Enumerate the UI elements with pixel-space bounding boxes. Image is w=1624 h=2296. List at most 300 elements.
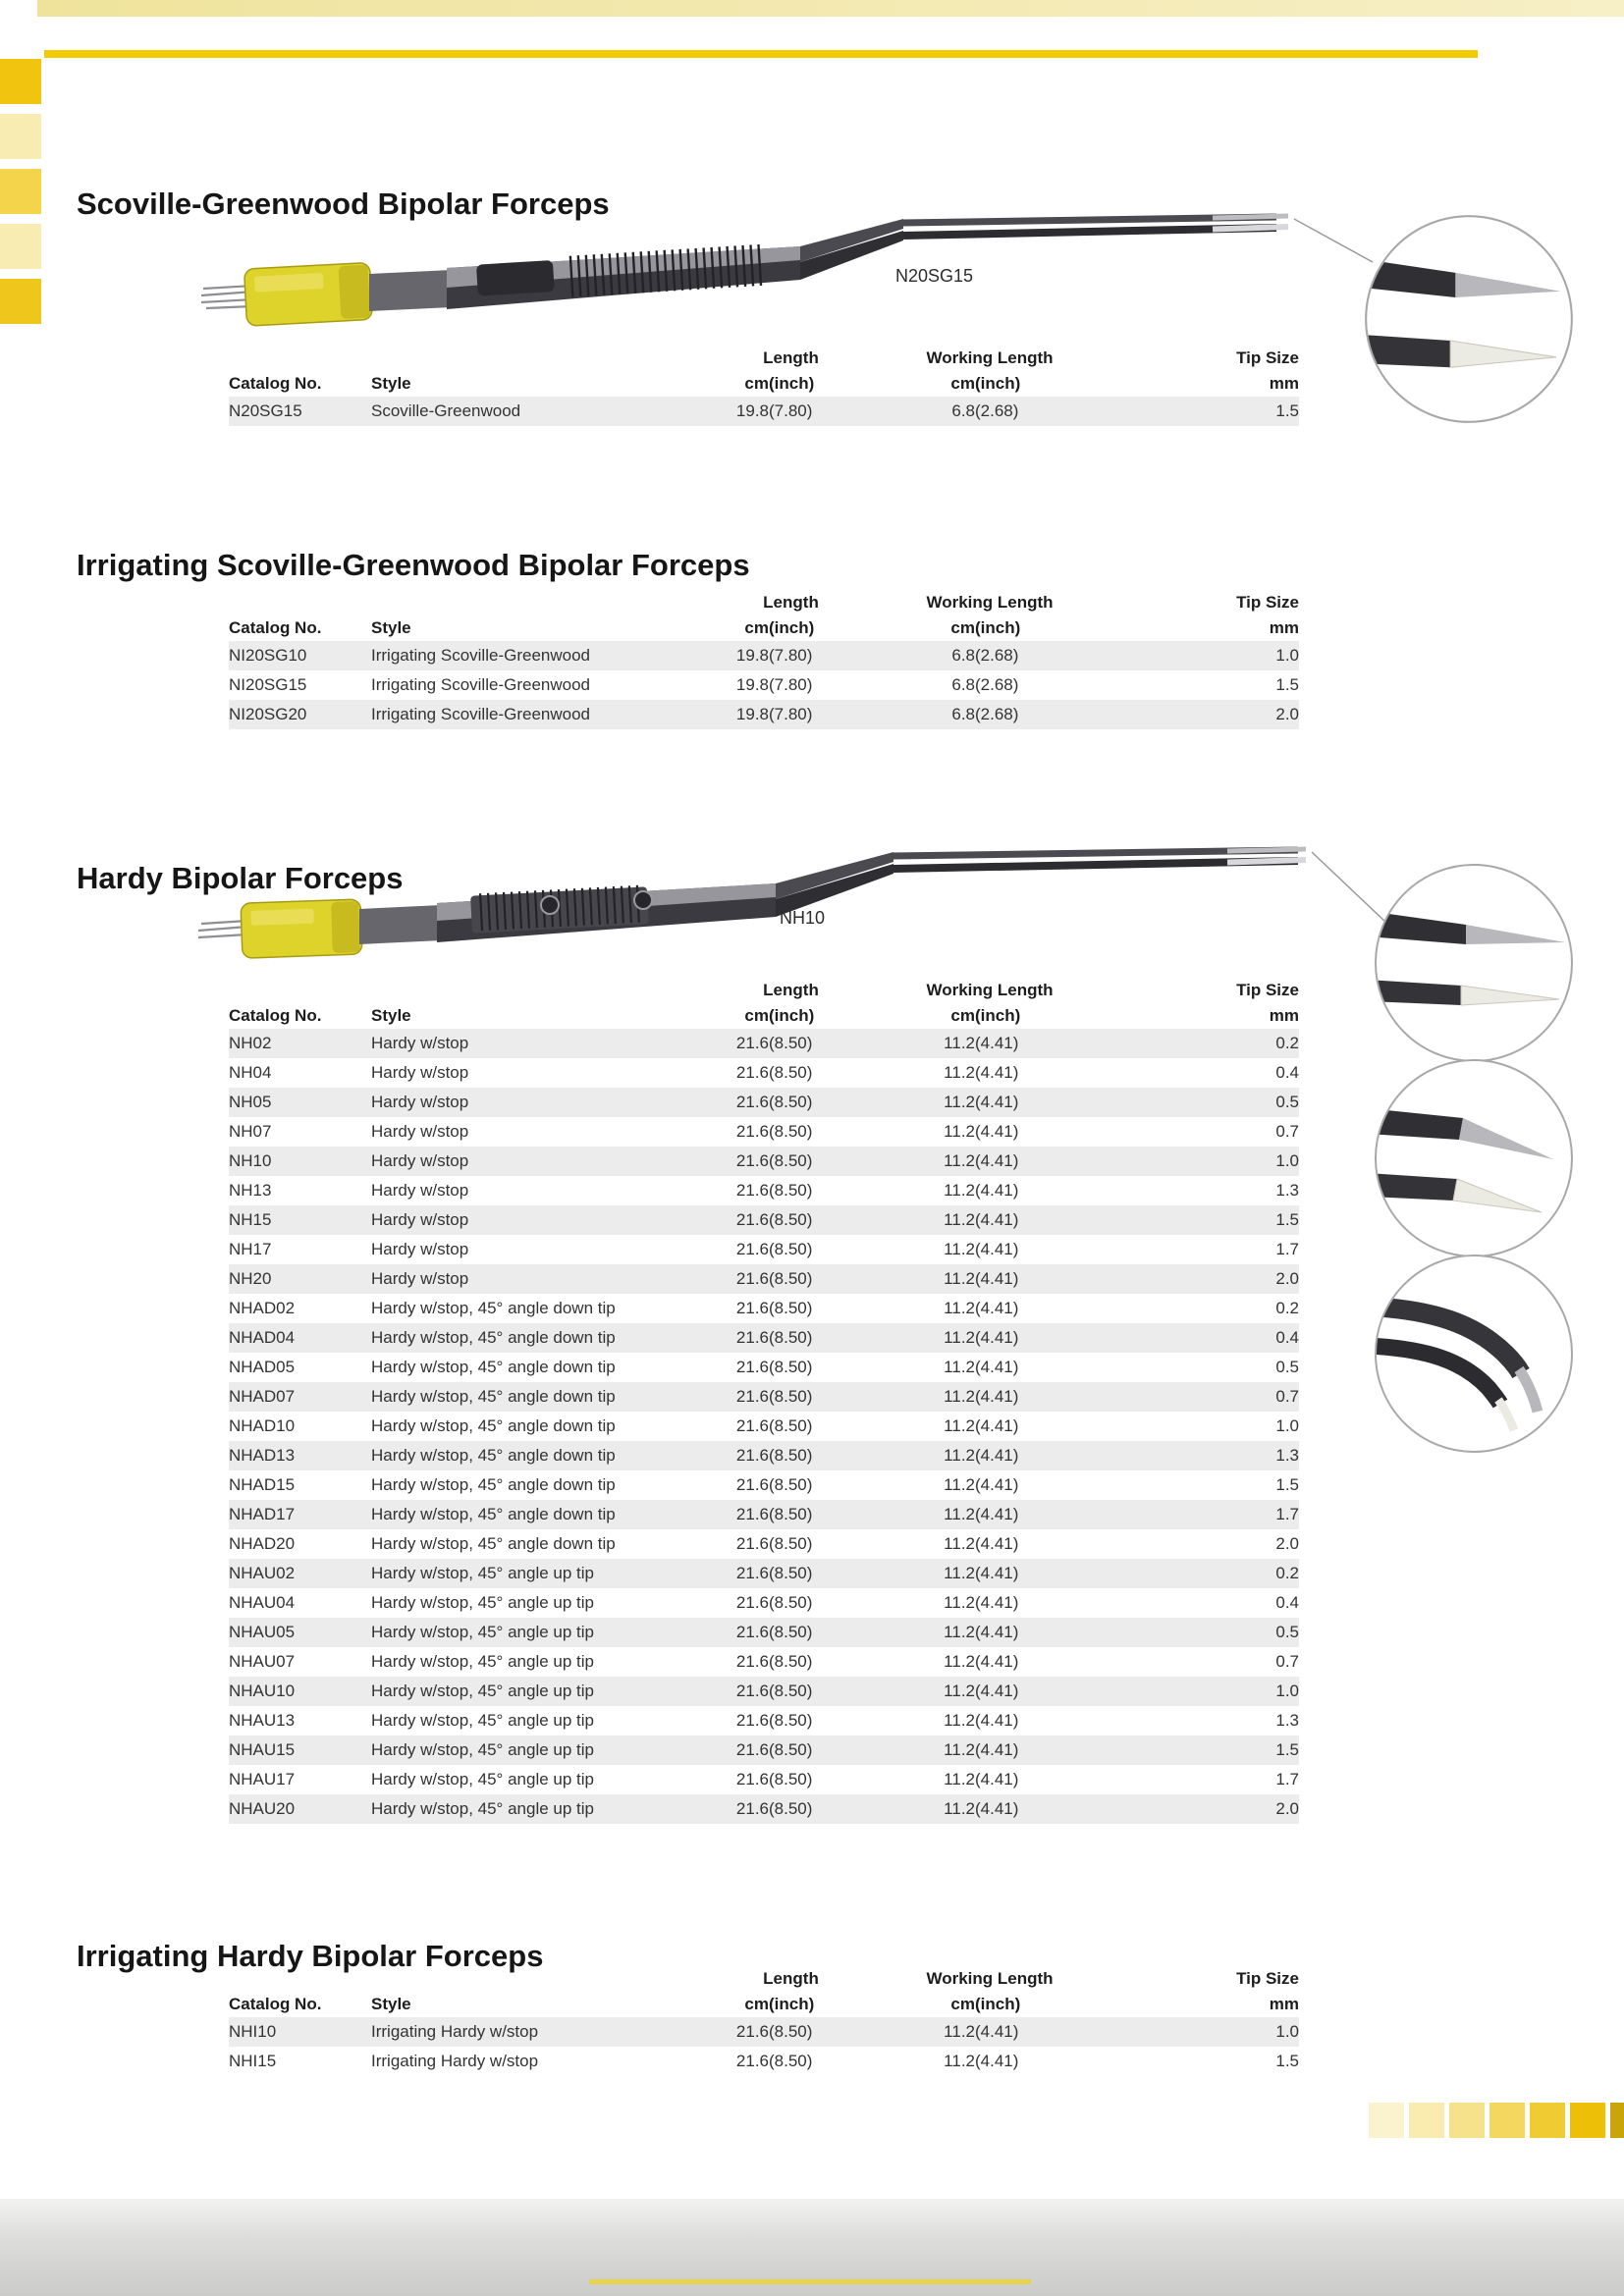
table-cell: NH04 xyxy=(229,1063,272,1082)
table-cell: NHAD17 xyxy=(229,1500,371,1529)
style-header: Style xyxy=(371,374,411,393)
table-cell: 21.6 xyxy=(695,1677,769,1706)
table-cell: (8.50) xyxy=(769,1441,887,1470)
table-cell: NHAD15 xyxy=(229,1475,296,1494)
style-header: Style xyxy=(371,1995,411,2013)
table-cell: 11.2 xyxy=(944,2052,975,2070)
table-cell: Hardy w/stop xyxy=(371,1147,695,1176)
section-title-scoville-greenwood: Scoville-Greenwood Bipolar Forceps xyxy=(77,187,610,221)
table-cell: 0.2 xyxy=(1093,1559,1299,1588)
grip-pad xyxy=(476,260,555,296)
spacer-cell xyxy=(229,978,371,1003)
table-cell: 1.7 xyxy=(1275,1240,1299,1258)
table-row xyxy=(229,1735,1299,1765)
table-cell: 1.5 xyxy=(1093,397,1299,426)
yellow-connector xyxy=(241,899,362,958)
table-cell: (8.50) xyxy=(769,1088,887,1117)
catalog-no-header: Catalog No. xyxy=(229,618,322,637)
tip-detail-circle-hardy-angled xyxy=(1373,1253,1575,1455)
column-header-row xyxy=(229,1003,1299,1029)
pivot-screw xyxy=(634,891,652,909)
spacer-cell xyxy=(371,1966,695,1992)
style-header: Style xyxy=(371,1006,411,1025)
table-cell: 11.2 xyxy=(944,1593,975,1612)
table-cell: (4.41) xyxy=(975,1735,1093,1765)
table-cell: 0.4 xyxy=(1093,1323,1299,1353)
table-cell: (2.68) xyxy=(975,675,1019,694)
table-cell: NHAD10 xyxy=(229,1416,296,1435)
table-cell: NH05 xyxy=(229,1088,371,1117)
table-cell: (7.80) xyxy=(769,397,887,426)
cm-header: cm xyxy=(950,374,975,393)
table-cell: NI20SG10 xyxy=(229,641,371,670)
table-cell: 21.6 xyxy=(735,1063,769,1082)
table-cell: 11.2 xyxy=(944,1063,975,1082)
table-cell: 21.6 xyxy=(735,1652,769,1671)
table-cell: Hardy w/stop xyxy=(371,1181,469,1200)
table-cell: Hardy w/stop, 45° angle down tip xyxy=(371,1534,616,1553)
table-cell: 2.0 xyxy=(1093,1264,1299,1294)
table-row xyxy=(229,1382,1299,1412)
table-cell: 1.0 xyxy=(1093,2017,1299,2047)
table-cell: Hardy w/stop, 45° angle up tip xyxy=(371,1794,695,1824)
table-cell: NH15 xyxy=(229,1205,371,1235)
table-cell: (4.41) xyxy=(975,1264,1093,1294)
table-cell: NHAD20 xyxy=(229,1534,296,1553)
table-cell: 0.4 xyxy=(1275,1593,1299,1612)
table-cell: 11.2 xyxy=(944,1181,975,1200)
table-cell: Hardy w/stop xyxy=(371,1063,469,1082)
table-row xyxy=(229,2017,1299,2047)
table-cell: Irrigating Scoville-Greenwood xyxy=(371,675,590,694)
inch-header: (inch) xyxy=(975,374,1021,393)
table-cell: (4.41) xyxy=(975,1122,1019,1141)
table-cell: 11.2 xyxy=(887,1500,975,1529)
table-cell: 21.6 xyxy=(695,1205,769,1235)
catalog-no-header: Catalog No. xyxy=(229,1995,322,2013)
table-cell: 1.0 xyxy=(1275,1416,1299,1435)
tip-size-group-header: Tip Size xyxy=(1236,593,1299,612)
table-cell: 21.6 xyxy=(735,1122,769,1141)
column-header-row xyxy=(229,615,1299,641)
table-cell: 2.0 xyxy=(1275,1534,1299,1553)
table-cell: 1.3 xyxy=(1093,1441,1299,1470)
table-row xyxy=(229,1088,1299,1117)
table-cell: Hardy w/stop xyxy=(371,1122,469,1141)
irrigating-scoville-spec-table xyxy=(229,590,1299,729)
table-cell: Hardy w/stop, 45° angle up tip xyxy=(371,1770,594,1789)
table-cell: NH02 xyxy=(229,1029,371,1058)
table-cell: 1.5 xyxy=(1093,1735,1299,1765)
group-header-row xyxy=(229,590,1299,615)
accent-square xyxy=(0,224,41,269)
table-cell: 11.2 xyxy=(944,1770,975,1789)
table-row xyxy=(229,1706,1299,1735)
table-cell: 21.6 xyxy=(695,1735,769,1765)
table-row xyxy=(229,1529,1299,1559)
table-cell: NHI15 xyxy=(229,2052,277,2070)
table-cell: Hardy w/stop, 45° angle up tip xyxy=(371,1735,695,1765)
table-cell: 0.5 xyxy=(1275,1358,1299,1376)
table-cell: 21.6 xyxy=(735,1534,769,1553)
table-cell: NHAD02 xyxy=(229,1299,296,1317)
table-cell: 21.6 xyxy=(695,1264,769,1294)
table-cell: (4.41) xyxy=(975,1500,1093,1529)
inch-header: (inch) xyxy=(975,1006,1021,1025)
table-row xyxy=(229,1588,1299,1618)
table-cell: 21.6 xyxy=(735,1475,769,1494)
spacer-cell xyxy=(229,1966,371,1992)
table-cell: (4.41) xyxy=(975,1475,1019,1494)
table-cell: 11.2 xyxy=(944,1475,975,1494)
table-cell: NH13 xyxy=(229,1181,272,1200)
inch-header: (inch) xyxy=(975,1995,1021,2013)
table-row xyxy=(229,1412,1299,1441)
table-row xyxy=(229,1470,1299,1500)
table-cell: 0.4 xyxy=(1275,1063,1299,1082)
table-row xyxy=(229,1117,1299,1147)
style-header: Style xyxy=(371,618,411,637)
table-cell: Hardy w/stop, 45° angle up tip xyxy=(371,1559,695,1588)
table-cell: 21.6 xyxy=(735,1416,769,1435)
tip-detail-circle-scoville xyxy=(1363,213,1575,425)
table-cell: 11.2 xyxy=(887,1205,975,1235)
table-cell: 1.0 xyxy=(1093,641,1299,670)
table-cell: Hardy w/stop, 45° angle up tip xyxy=(371,1593,594,1612)
table-cell: (4.41) xyxy=(975,1029,1093,1058)
table-cell: Hardy w/stop, 45° angle down tip xyxy=(371,1382,695,1412)
working-length-group-header: Working Length xyxy=(926,1969,1054,1988)
table-cell: (4.41) xyxy=(975,2017,1093,2047)
table-row xyxy=(229,1176,1299,1205)
table-cell: NHAU07 xyxy=(229,1652,296,1671)
scoville-greenwood-spec-table xyxy=(229,346,1299,426)
table-cell: NH07 xyxy=(229,1122,272,1141)
table-cell: (2.68) xyxy=(975,397,1093,426)
inch-header: (inch) xyxy=(975,618,1021,637)
table-cell: (8.50) xyxy=(769,1358,813,1376)
table-cell: 11.2 xyxy=(887,1618,975,1647)
table-cell: 11.2 xyxy=(944,1299,975,1317)
table-cell: Hardy w/stop, 45° angle down tip xyxy=(371,1500,695,1529)
table-cell: (4.41) xyxy=(975,1299,1019,1317)
table-cell: 21.6 xyxy=(695,1794,769,1824)
table-cell: (8.50) xyxy=(769,1475,813,1494)
table-row xyxy=(229,1147,1299,1176)
table-cell: (7.80) xyxy=(769,641,887,670)
table-cell: (4.41) xyxy=(975,1770,1019,1789)
scoville-greenwood-forceps-illustration xyxy=(147,201,1375,363)
lower-tip xyxy=(1227,860,1306,863)
table-cell: 21.6 xyxy=(695,1559,769,1588)
table-row xyxy=(229,1441,1299,1470)
table-cell: 0.5 xyxy=(1093,1088,1299,1117)
accent-square xyxy=(1369,2103,1404,2138)
column-header-row xyxy=(229,1992,1299,2017)
table-cell: (8.50) xyxy=(769,1593,813,1612)
catalog-no-header: Catalog No. xyxy=(229,1006,322,1025)
table-cell: Hardy w/stop xyxy=(371,1240,469,1258)
table-cell: 11.2 xyxy=(944,1122,975,1141)
table-cell: Hardy w/stop, 45° angle down tip xyxy=(371,1323,695,1353)
table-cell: 0.2 xyxy=(1275,1299,1299,1317)
inch-header: (inch) xyxy=(769,618,815,637)
table-row xyxy=(229,1765,1299,1794)
table-cell: 11.2 xyxy=(887,2017,975,2047)
table-cell: (8.50) xyxy=(769,1500,887,1529)
spacer-cell xyxy=(371,590,695,615)
table-row xyxy=(229,1677,1299,1706)
table-cell: Hardy w/stop, 45° angle down tip xyxy=(371,1416,616,1435)
length-group-header: Length xyxy=(763,593,819,612)
table-cell: (8.50) xyxy=(769,1382,887,1412)
table-cell: (8.50) xyxy=(769,1770,813,1789)
length-group-header: Length xyxy=(763,981,819,999)
forceps-shank xyxy=(369,270,452,311)
table-cell: 1.7 xyxy=(1275,1770,1299,1789)
table-cell: 6.8 xyxy=(951,675,975,694)
table-cell: (8.50) xyxy=(769,1205,887,1235)
upper-tip xyxy=(1227,849,1306,851)
table-cell: NH17 xyxy=(229,1240,272,1258)
table-cell: Irrigating Hardy w/stop xyxy=(371,2052,539,2070)
table-cell: 1.7 xyxy=(1093,1500,1299,1529)
table-cell: 11.2 xyxy=(887,1559,975,1588)
table-cell: Hardy w/stop, 45° angle down tip xyxy=(371,1441,695,1470)
accent-square xyxy=(1489,2103,1525,2138)
table-cell: Hardy w/stop xyxy=(371,1264,695,1294)
pivot-screw xyxy=(541,896,559,914)
table-cell: 1.5 xyxy=(1275,2052,1299,2070)
tip-size-group-header: Tip Size xyxy=(1236,1969,1299,1988)
table-cell: 11.2 xyxy=(887,1147,975,1176)
inch-header: (inch) xyxy=(769,1995,815,2013)
table-cell: (4.41) xyxy=(975,1063,1019,1082)
table-cell: (8.50) xyxy=(769,1794,887,1824)
mm-header: mm xyxy=(1269,1995,1299,2013)
cm-header: cm xyxy=(950,618,975,637)
table-row xyxy=(229,1205,1299,1235)
table-cell: 11.2 xyxy=(887,1029,975,1058)
table-cell: NI20SG20 xyxy=(229,700,371,729)
accent-square xyxy=(1449,2103,1485,2138)
table-cell: (4.41) xyxy=(975,1534,1019,1553)
accent-square xyxy=(1530,2103,1565,2138)
table-cell: NHAD04 xyxy=(229,1323,371,1353)
table-row xyxy=(229,1029,1299,1058)
table-cell: 11.2 xyxy=(944,1652,975,1671)
table-cell: (8.50) xyxy=(769,1534,813,1553)
table-cell: (8.50) xyxy=(769,1240,813,1258)
table-cell: (4.41) xyxy=(975,1240,1019,1258)
table-cell: (4.41) xyxy=(975,1358,1019,1376)
table-cell: N20SG15 xyxy=(229,397,371,426)
hardy-forceps-illustration xyxy=(147,832,1394,999)
cm-header: cm xyxy=(744,374,769,393)
table-cell: 11.2 xyxy=(887,1441,975,1470)
table-cell: 11.2 xyxy=(887,1323,975,1353)
forceps-model-label: N20SG15 xyxy=(895,266,974,286)
working-length-group-header: Working Length xyxy=(926,981,1054,999)
table-row xyxy=(229,1294,1299,1323)
table-cell: (4.41) xyxy=(975,1559,1093,1588)
table-cell: (8.50) xyxy=(769,2052,813,2070)
table-cell: 2.0 xyxy=(1093,1794,1299,1824)
table-row xyxy=(229,1323,1299,1353)
table-cell: 1.5 xyxy=(1093,1205,1299,1235)
tip-detail-circle-hardy-fine xyxy=(1373,1057,1575,1259)
connector-pins xyxy=(198,921,247,937)
spacer-cell xyxy=(371,978,695,1003)
table-cell: (4.41) xyxy=(975,1416,1019,1435)
table-cell: 21.6 xyxy=(695,1323,769,1353)
table-cell: 0.7 xyxy=(1275,1122,1299,1141)
tip-size-group-header: Tip Size xyxy=(1236,981,1299,999)
cm-header: cm xyxy=(744,618,769,637)
bottom-yellow-line xyxy=(589,2279,1031,2284)
table-cell: 11.2 xyxy=(887,1735,975,1765)
table-cell: (8.50) xyxy=(769,1122,813,1141)
leader-line xyxy=(1294,219,1373,262)
table-cell: Hardy w/stop, 45° angle up tip xyxy=(371,1652,594,1671)
table-cell: (4.41) xyxy=(975,1618,1093,1647)
table-cell: 21.6 xyxy=(735,1299,769,1317)
accent-square xyxy=(0,279,41,324)
table-cell: NHAU02 xyxy=(229,1559,371,1588)
table-cell: 19.8 xyxy=(695,700,769,729)
table-cell: 21.6 xyxy=(695,1382,769,1412)
table-row xyxy=(229,1235,1299,1264)
table-cell: (8.50) xyxy=(769,1147,887,1176)
mm-header: mm xyxy=(1269,1006,1299,1025)
table-cell: Hardy w/stop, 45° angle down tip xyxy=(371,1475,616,1494)
table-cell: NHAD05 xyxy=(229,1358,296,1376)
table-row xyxy=(229,1500,1299,1529)
table-cell: NHAU13 xyxy=(229,1711,296,1730)
working-length-group-header: Working Length xyxy=(926,348,1054,367)
lower-tip xyxy=(1213,227,1288,230)
table-row xyxy=(229,1353,1299,1382)
table-cell: 21.6 xyxy=(695,1029,769,1058)
table-row xyxy=(229,397,1299,426)
table-row xyxy=(229,670,1299,700)
table-cell: Irrigating Scoville-Greenwood xyxy=(371,700,695,729)
table-cell: NHI10 xyxy=(229,2017,371,2047)
table-cell: Hardy w/stop, 45° angle up tip xyxy=(371,1711,594,1730)
table-cell: 0.7 xyxy=(1275,1652,1299,1671)
section-title-irrigating-scoville: Irrigating Scoville-Greenwood Bipolar Forceps xyxy=(77,548,750,582)
table-cell: (8.50) xyxy=(769,1735,887,1765)
yellow-connector xyxy=(244,262,373,326)
table-cell: NHAD07 xyxy=(229,1382,371,1412)
table-cell: (4.41) xyxy=(975,2052,1019,2070)
table-cell: 11.2 xyxy=(944,1416,975,1435)
table-row xyxy=(229,641,1299,670)
table-cell: (8.50) xyxy=(769,1181,813,1200)
bottom-accent-squares xyxy=(1369,2103,1624,2138)
table-cell: (8.50) xyxy=(769,2017,887,2047)
catalog-no-header: Catalog No. xyxy=(229,374,322,393)
table-cell: 21.6 xyxy=(735,1770,769,1789)
table-cell: Hardy w/stop, 45° angle up tip xyxy=(371,1677,695,1706)
length-group-header: Length xyxy=(763,1969,819,1988)
working-length-group-header: Working Length xyxy=(926,593,1054,612)
spacer-cell xyxy=(371,346,695,371)
table-cell: NI20SG15 xyxy=(229,675,307,694)
cm-header: cm xyxy=(744,1995,769,2013)
upper-tip xyxy=(1213,216,1288,218)
table-cell: (4.41) xyxy=(975,1382,1093,1412)
table-cell: (4.41) xyxy=(975,1794,1093,1824)
accent-square xyxy=(1409,2103,1444,2138)
table-cell: 11.2 xyxy=(887,1088,975,1117)
table-cell: NHAU05 xyxy=(229,1618,371,1647)
table-cell: 1.5 xyxy=(1275,1475,1299,1494)
table-row xyxy=(229,1058,1299,1088)
cm-header: cm xyxy=(950,1006,975,1025)
table-cell: (2.68) xyxy=(975,700,1093,729)
accent-square xyxy=(0,114,41,159)
table-cell: 11.2 xyxy=(887,1264,975,1294)
table-cell: 11.2 xyxy=(887,1382,975,1412)
table-cell: 19.8 xyxy=(735,675,769,694)
cm-header: cm xyxy=(950,1995,975,2013)
table-cell: (4.41) xyxy=(975,1677,1093,1706)
table-cell: 6.8 xyxy=(887,397,975,426)
group-header-row xyxy=(229,1966,1299,1992)
group-header-row xyxy=(229,978,1299,1003)
table-cell: Hardy w/stop, 45° angle down tip xyxy=(371,1358,616,1376)
table-cell: 1.3 xyxy=(1275,1181,1299,1200)
table-cell: (8.50) xyxy=(769,1559,887,1588)
table-row xyxy=(229,1264,1299,1294)
table-cell: (4.41) xyxy=(975,1711,1019,1730)
inch-header: (inch) xyxy=(769,374,815,393)
table-cell: 21.6 xyxy=(695,1618,769,1647)
table-cell: 11.2 xyxy=(944,1358,975,1376)
table-cell: (8.50) xyxy=(769,1029,887,1058)
left-accent-squares xyxy=(0,59,41,324)
table-cell: 19.8 xyxy=(695,397,769,426)
inch-header: (inch) xyxy=(769,1006,815,1025)
yellow-rule xyxy=(44,50,1478,58)
table-cell: (4.41) xyxy=(975,1323,1093,1353)
table-row xyxy=(229,2047,1299,2076)
accent-square xyxy=(1570,2103,1605,2138)
table-cell: (4.41) xyxy=(975,1088,1093,1117)
table-cell: Hardy w/stop xyxy=(371,1205,695,1235)
spacer-cell xyxy=(229,346,371,371)
table-cell: (4.41) xyxy=(975,1181,1019,1200)
table-cell: NHAU20 xyxy=(229,1794,371,1824)
table-cell: (8.50) xyxy=(769,1677,887,1706)
table-cell: Hardy w/stop xyxy=(371,1029,695,1058)
table-cell: 11.2 xyxy=(944,1711,975,1730)
table-cell: (8.50) xyxy=(769,1711,813,1730)
table-cell: 21.6 xyxy=(735,2052,769,2070)
table-cell: Hardy w/stop, 45° angle up tip xyxy=(371,1618,695,1647)
table-cell: Irrigating Hardy w/stop xyxy=(371,2017,695,2047)
table-cell: 2.0 xyxy=(1093,700,1299,729)
table-cell: 11.2 xyxy=(887,1794,975,1824)
length-group-header: Length xyxy=(763,348,819,367)
table-cell: (4.41) xyxy=(975,1652,1019,1671)
table-cell: 1.3 xyxy=(1275,1711,1299,1730)
table-cell: 21.6 xyxy=(695,1500,769,1529)
table-cell: (4.41) xyxy=(975,1147,1093,1176)
table-cell: Scoville-Greenwood xyxy=(371,397,695,426)
table-cell: 21.6 xyxy=(695,1441,769,1470)
